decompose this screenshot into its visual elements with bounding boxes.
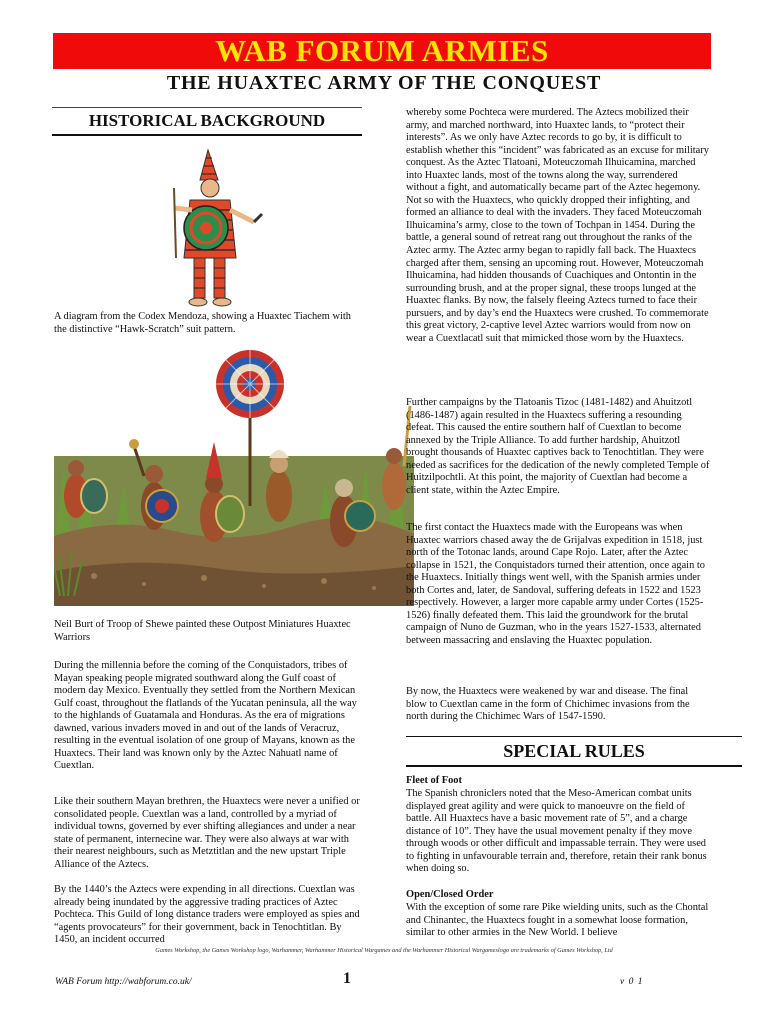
- huaxtec-warrior-illustration: [150, 148, 270, 310]
- banner-title: WAB FORUM ARMIES: [215, 33, 549, 68]
- trademark-notice: Games Workshop, the Games Workshop logo, Warhammer, Warhammer Historical Wargames and the Warhammer Historical Wargameslogo are trademarks of Games Workshop, Ltd: [155, 947, 613, 954]
- painted-miniatures-image: [54, 346, 414, 606]
- open-closed-order-text: With the exception of some rare Pike wielding units, such as the Chontal and Chinantec, the Huaxtecs fought in a somewhat loose formation, similar to other armies in the New World. I believe: [406, 902, 709, 939]
- left-paragraph-1: During the millennia before the coming of the Conquistadors, tribes of Mayan speaking people migrated southward along the Gulf coast of modern day Mexico. Eventually they settled from the Northern Mexican Gulf coast, throughout the flatlands of the Yucatan peninsula, all the way to the highlands of Guatamala and Honduras. As the era of migrations dawned, various invaders moved in and out of the lands of Veracruz, resulting in the eventual isolation of one group of Mayans, known as the Huaxtecs. Their land was known only by the Aztec Nahuatl name of Cuextlan.: [54, 660, 357, 772]
- version-label: v 0 1: [620, 977, 644, 987]
- fleet-of-foot-text: The Spanish chroniclers noted that the Meso-American combat units displayed great agility and were quick to manoeuvre on the field of battle. All Huaxtecs have a basic movement rate of 5”, and a charge distance of 10”. They have the usual movement penalty if they move through woods or other difficult and impassable terrain. They were used to fighting in unfavourable terrain and, therefore, retain their rank bonus when doing so.: [406, 788, 707, 875]
- right-paragraph-4: By now, the Huaxtecs were weakened by war and disease. The final blow to Cuextlan came in the form of Chichimec invasions from the north during the Chichimec Wars of 1547-1590.: [406, 686, 690, 723]
- footer-site: WAB Forum http://wabforum.co.uk/: [55, 977, 192, 987]
- fleet-of-foot-heading: Fleet of Foot: [406, 775, 462, 786]
- right-paragraph-2: Further campaigns by the Tlatoanis Tizoc (1481-1482) and Ahuitzotl (1486-1487) again resulted in the Huaxtecs suffering a resounding defeat. This caused the entire southern half of Cuextlan to become annexed by the Triple Alliance. To add further hardship, Ahuitzotl brought thousands of Huaxtec captives back to Tenochtitlan. They were needed as sacrifices for the dedication of the newly completed Temple of Huitzilpochtli. At this point, the majority of Cuextlan had become a client state, within the Aztec Empire.: [406, 397, 710, 496]
- special-rules-heading: SPECIAL RULES: [406, 736, 742, 767]
- codex-mendoza-figure: [150, 148, 270, 310]
- historical-background-heading: HISTORICAL BACKGROUND: [52, 107, 362, 136]
- open-closed-order-heading: Open/Closed Order: [406, 889, 494, 900]
- miniatures-photo: [54, 346, 414, 606]
- photo-caption: Neil Burt of Troop of Shewe painted these Outpost Miniatures Huaxtec Warriors: [54, 619, 351, 643]
- page-number: 1: [343, 970, 351, 987]
- left-paragraph-2: Like their southern Mayan brethren, the Huaxtecs were never a unified or consolidated people. Cuextlan was a land, controlled by a myriad of individual towns, governed by ever shifting allegiances and under a near state of permanent, internecine war. They were also always at war with their nearest neighbours, such as Metztitlan and the new upstart Triple Alliance of the Aztecs.: [54, 796, 360, 870]
- right-paragraph-3: The first contact the Huaxtecs made with the Europeans was when Huaxtec warriors chased away the de Grijalvas expedition in 1518, just north of the Totonac lands, around Cape Rojo. Later, after the Aztec collapse in 1521, the Conquistadors turned their attention, once again to the Huaxtecs. Initially things went well, with the Spanish armies under both Cortes and, later, de Sandoval, suffering defeats in 1522 and 1523 respectively. However, a larger more capable army under Cortes (1525-1526) finally defeated them. This laid the groundwork for the brutal campaign of Nuno de Guzman, who in the years 1527-1533, alternated between massacring and enslaving the Huaxtec population.: [406, 522, 705, 646]
- title-banner: [53, 33, 711, 69]
- codex-caption: A diagram from the Codex Mendoza, showing a Huaxtec Tiachem with the distinctive “Hawk-Scratch” suit pattern.: [54, 311, 351, 335]
- page-subtitle: THE HUAXTEC ARMY OF THE CONQUEST: [166, 72, 602, 94]
- right-paragraph-1: whereby some Pochteca were murdered. The Aztecs mobilized their army, and marched northward, into Huaxtec lands, to “protect their interests”. As we only have Aztec records to go by, it is difficult to establish whether this “incident” was fabricated as an excuse for military conquest. As the Aztec Tlatoani, Moteuczomah Ilhuicamina, marched into Huaxtec lands, most of the towns along the way, surrendered without a fight, and automatically became part of the Aztec hegemony. Not so with the Huaxtecs, who quickly dropped their infighting, and formed an alliance to deal with the invaders. They faced Moteuczomah Ilhuicamina’s army, close to the town of Tochpan in 1454. During the battle, a general sound of retreat rang out throughout the ranks of the Aztec army. The Aztec army began to rapidly fall back. The Huaxtecs charged after them, sensing an upcoming rout. However, Moteuczomah Ilhuicamina, had hidden thousands of Cuachiques and Ontontin in the surrounding brush, and at the proper signal, these troops lunged at the Huaxtec flanks. By now, the falsely fleeing Aztecs turned to face their pursuers, and by day’s end the Huaxtecs were crushed. To commemorate this great victory, 2-captive level Aztec warriors would from now on wear a Cuextlacatl suit that mimicked those worn by the Huaxtecs.: [406, 107, 709, 344]
- left-paragraph-3: By the 1440’s the Aztecs were expending in all directions. Cuextlan was already being inundated by the aggressive trading practices of Aztec Pochteca. This Guild of long distance traders were employed as spies and “agents provocateurs” for their government, back in Tenochtitlan. By 1450, an incident occurred: [54, 884, 360, 946]
